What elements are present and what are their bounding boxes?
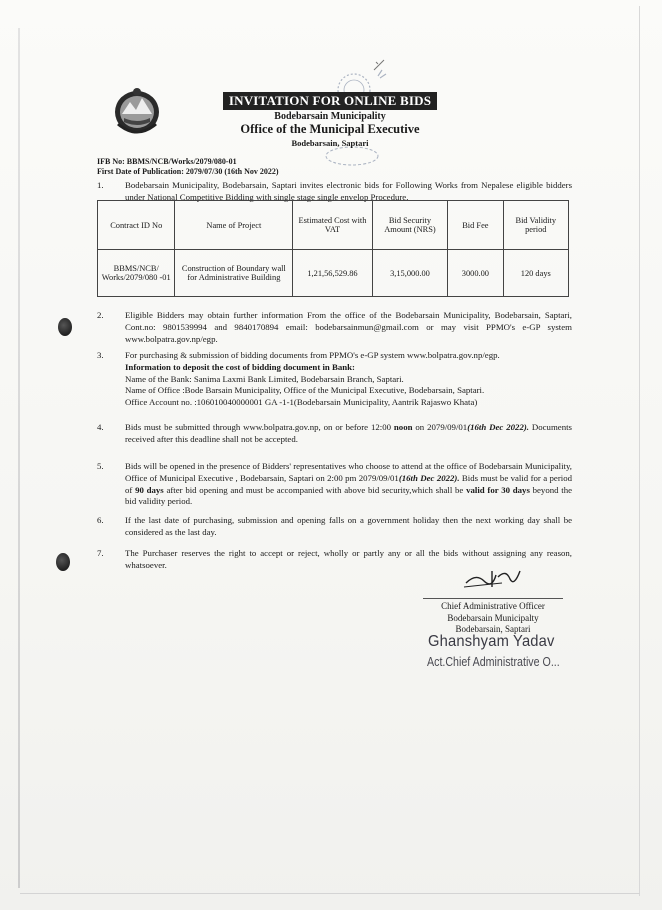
table-header-row [98, 201, 569, 250]
office-location: Bodebarsain, Saptari [291, 138, 369, 148]
bank-name: Name of the Bank: Sanima Laxmi Bank Limited, Bodebarsain Branch, Saptari. [125, 373, 404, 384]
table-cell: 3000.00 [448, 250, 503, 297]
table-header: Name of Project [175, 201, 293, 250]
table-header: Estimated Cost with VAT [293, 201, 373, 250]
deadline-date: (16th Dec 2022). [467, 422, 529, 432]
clause-line: For purchasing & submission of bidding documents from PPMO's e-GP system www.bolpatra.gov.np/egp. [125, 350, 500, 360]
scan-edge-right [639, 6, 640, 896]
signatory-place: Bodebarsain, Saptari [455, 624, 531, 634]
table-cell: 1,21,56,529.86 [293, 250, 373, 297]
pen-mark-icon [372, 58, 386, 72]
table-header: Contract ID No [98, 201, 175, 250]
clause-number: 6. [97, 515, 104, 525]
clause-number: 1. [97, 180, 104, 190]
office-name: Office of the Municipal Executive [240, 122, 420, 136]
scan-edge-bottom [20, 893, 640, 894]
opening-date: (16th Dec 2022). [398, 472, 460, 483]
designation-stamp: Act.Chief Administrative O... [427, 654, 560, 669]
table-header: Bid Fee [448, 201, 503, 250]
handwritten-signature [462, 563, 524, 593]
account-number: Office Account no. :106010040000001 GA -1-1(Bodebarsain Municipality, Aantrik Rajaswo Khata) [125, 397, 478, 408]
clause-number: 2. [97, 310, 104, 320]
validity-days: 90 days [135, 484, 164, 495]
table-cell: Construction of Boundary wall for Administrative Building [175, 250, 293, 297]
clause-5 [97, 461, 572, 508]
clause-text: Eligible Bidders may obtain further information From the office of the Bodebarsain Municipality, Bodebarsain, Saptari, Cont.no: 9801539994 and 9840170894 email: bodebarsainmun@gmail.com or may visit PPMO's e-GP system www.bolpatra.gov.np/egp. [125, 310, 572, 344]
signatory-org: Bodebarsain Municipalty [447, 612, 539, 623]
scan-edge [18, 28, 20, 888]
publication-date: First Date of Publication: 2079/07/30 (16th Nov 2022) [97, 167, 279, 176]
clause-text: Bids must be submitted through www.bolpatra.gov.np, on or before 12:00 [125, 422, 394, 432]
clause-text: on 2079/09/01 [412, 422, 468, 432]
clause-4 [97, 422, 572, 446]
notice-header [200, 92, 460, 148]
punch-hole [56, 553, 70, 571]
office-info: Name of Office :Bode Barsain Municipality, Office of the Municipal Executive, Bodebarsain, Saptari. [125, 385, 485, 396]
signature-rule [423, 598, 563, 599]
table-cell: 120 days [503, 250, 568, 297]
notice-title: INVITATION FOR ONLINE BIDS [223, 92, 437, 110]
nepal-emblem-icon [112, 84, 162, 136]
table-cell: 3,15,000.00 [372, 250, 447, 297]
table-cell: BBMS/NCB/ Works/2079/080 -01 [98, 250, 175, 297]
clause-2 [97, 310, 572, 345]
clause-number: 3. [97, 350, 104, 360]
punch-hole [58, 318, 72, 336]
clause-emphasis: noon [393, 422, 413, 432]
clause-text: The Purchaser reserves the right to accept or reject, wholly or partly any or all the bids without assigning any reason, whatsoever. [125, 548, 572, 570]
municipality-name: Bodebarsain Municipality [274, 111, 386, 122]
ifb-number: IFB No: BBMS/NCB/Works/2079/080-01 [97, 157, 237, 166]
table-row [98, 250, 569, 297]
bank-deposit-heading: Information to deposit the cost of bidding document in Bank: [125, 361, 355, 372]
clause-text: Bids will be opened in the presence of Bidders' representatives who choose to attend at the office of Bodebarsain Municipality, Office of Municipal Executive , Bodebarsain, Saptari on 2:00 pm 2079/09/01 [125, 461, 572, 483]
bid-table [97, 200, 569, 297]
table-header: Bid Validity period [503, 201, 568, 250]
clause-number: 4. [97, 422, 104, 432]
signatory-title: Chief Administrative Officer [441, 601, 545, 611]
signature-block [418, 598, 568, 636]
clause-3 [97, 350, 572, 409]
clause-text: beyond the bid validity period. [125, 484, 572, 507]
clause-number: 7. [97, 548, 104, 558]
clause-text: Bodebarsain Municipality, Bodebarsain, Saptari invites electronic bids for Following Works from Nepalese eligible bidders under National Competitive Bidding with single stage single envelop Procedure. [125, 180, 572, 202]
table-header: Bid Security Amount (NRS) [372, 201, 447, 250]
clause-number: 5. [97, 461, 104, 471]
clause-text: after bid opening and must be accompanied with above bid security,which shall be [163, 484, 467, 495]
clause-text: If the last date of purchasing, submission and opening falls on a government holiday then the next working day shall be considered as the last day. [125, 515, 572, 537]
ifb-block [97, 157, 279, 177]
name-stamp: Ghanshyam Yadav [428, 633, 555, 650]
clause-text: Documents received after this deadline shall not be accepted. [125, 422, 572, 444]
clause-text: Bids must be valid for a period of [125, 472, 572, 495]
security-validity: valid for 30 days [466, 484, 530, 495]
clause-6 [97, 515, 572, 539]
